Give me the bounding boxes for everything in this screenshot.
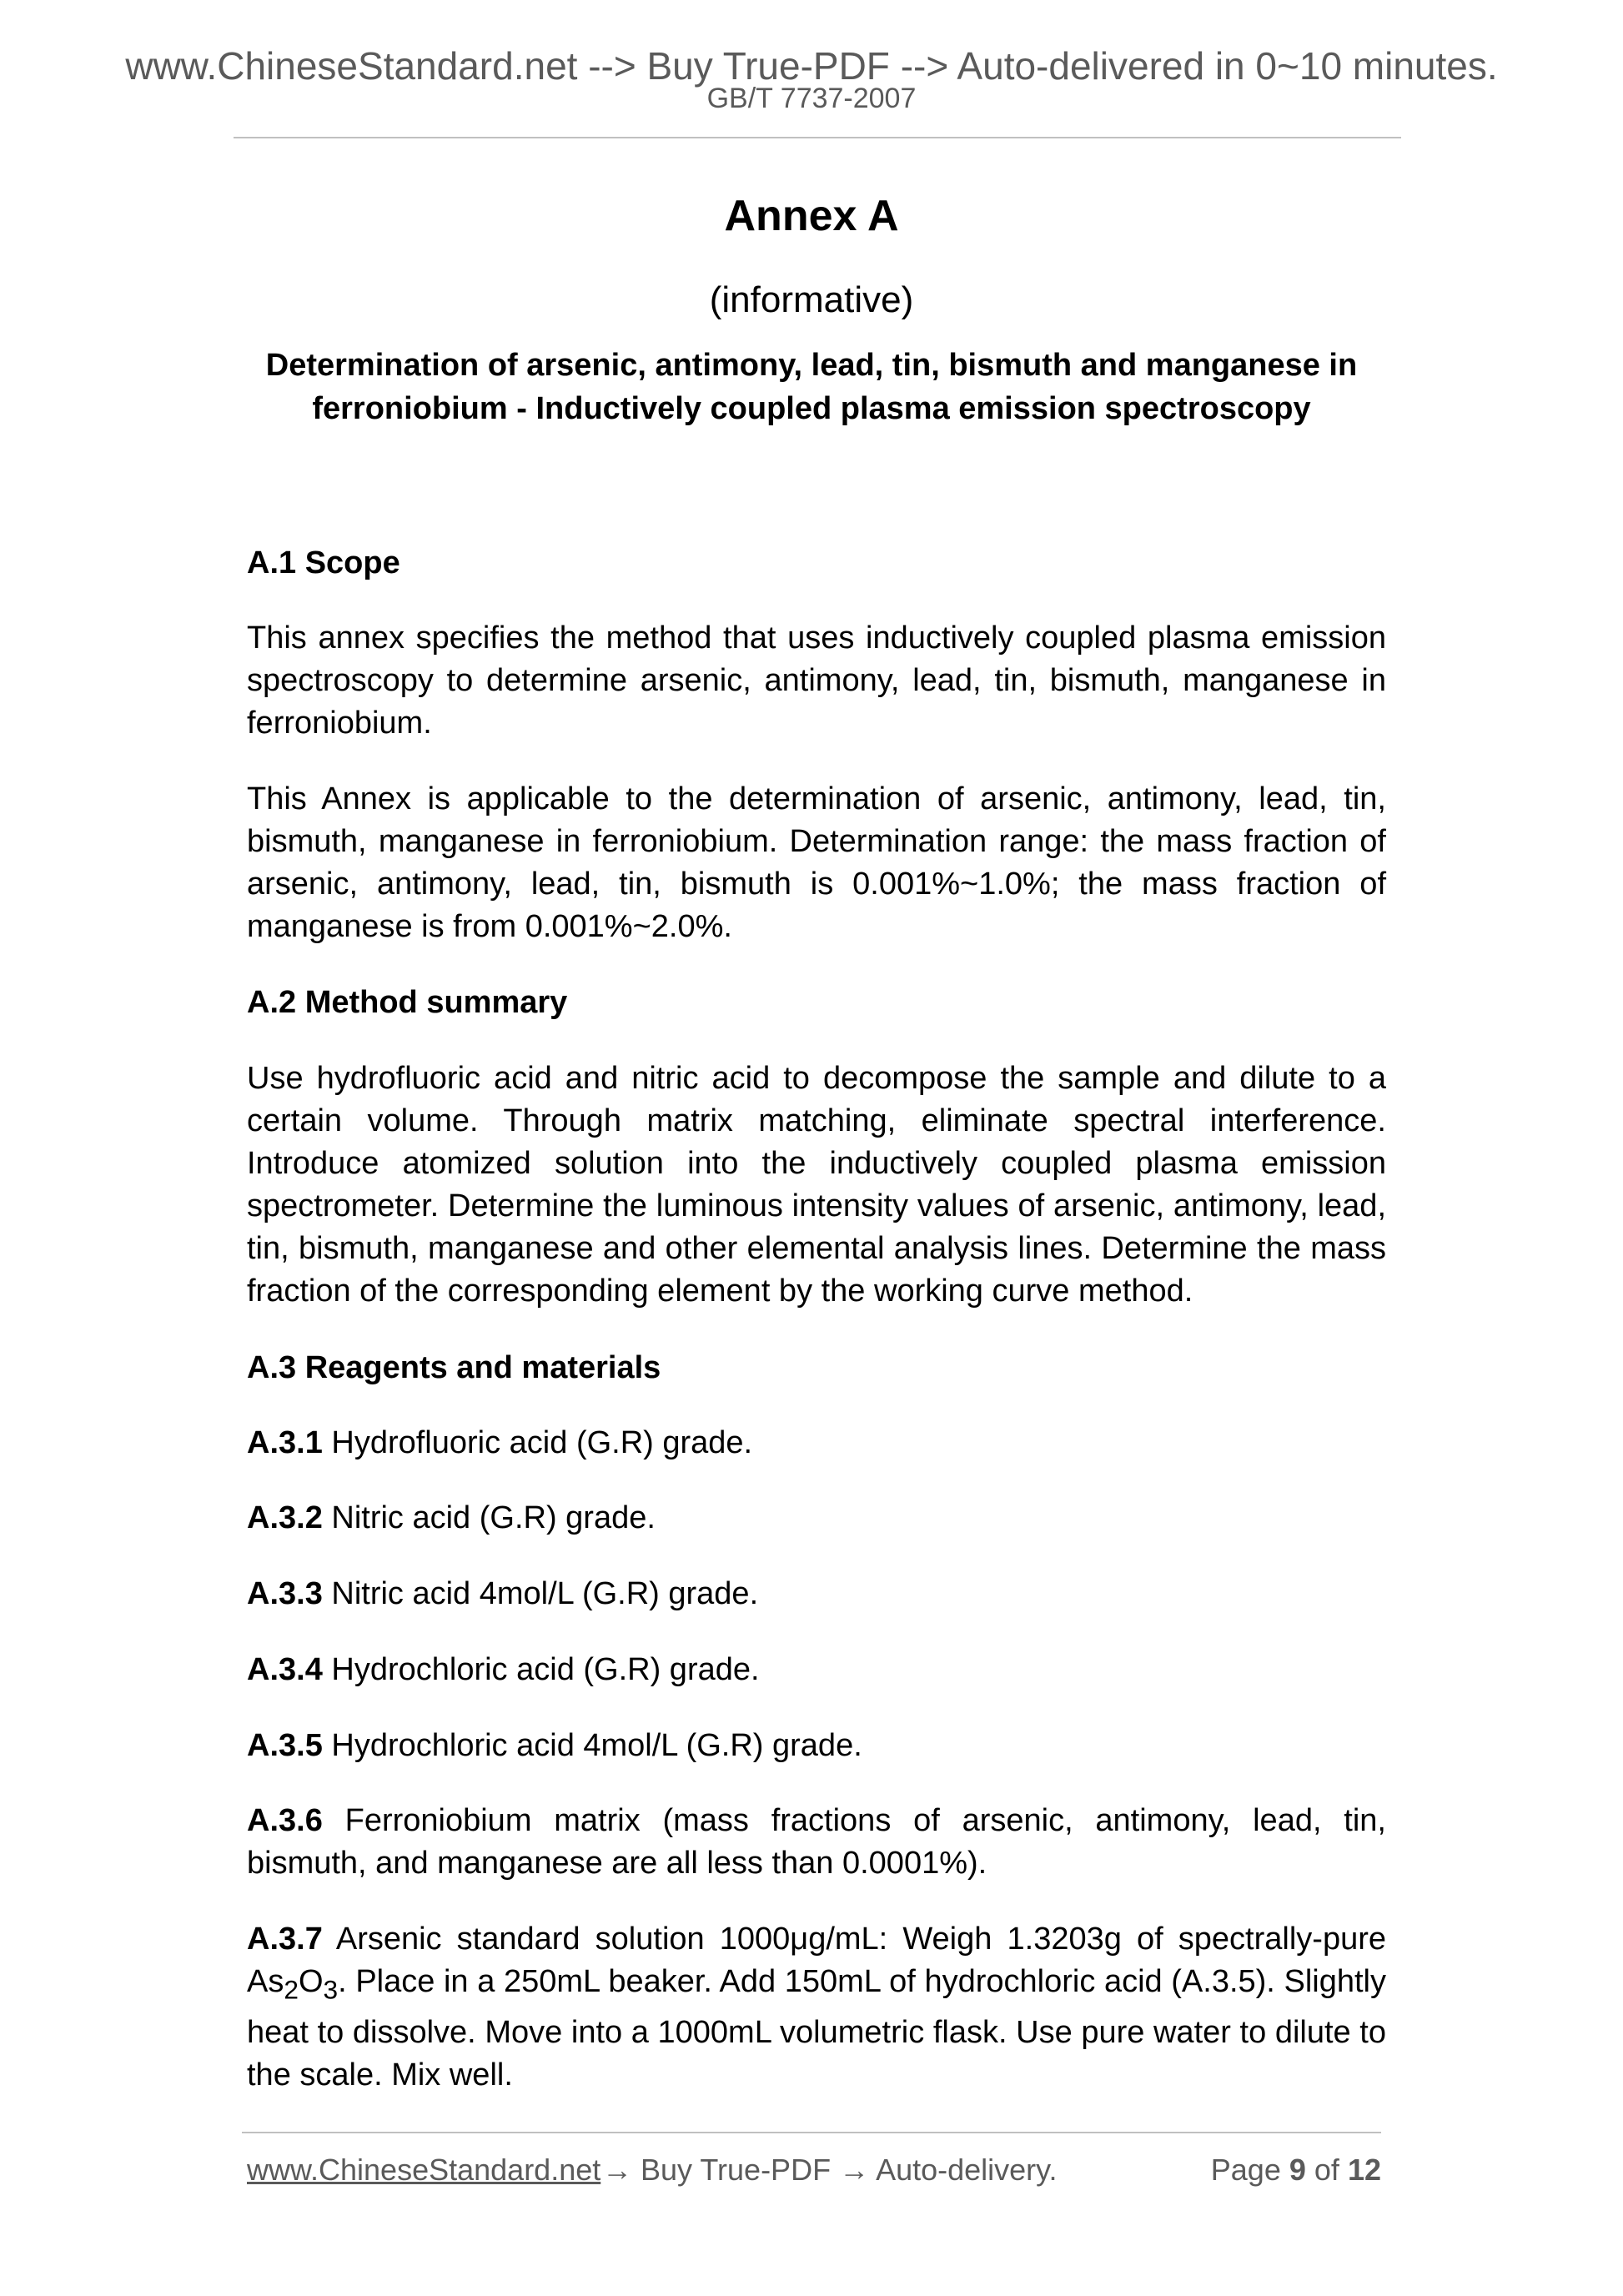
reagent-item	[247, 1422, 1386, 1465]
scope-paragraph-1: This annex specifies the method that uses inductively coupled plasma emission spectroscopy to determine arsenic, antimony, lead, tin, bismuth, manganese in ferroniobium.	[247, 620, 1386, 741]
annex-type: (informative)	[709, 279, 914, 320]
footer-buy-text: → Buy True-PDF → Auto-delivery.	[602, 2153, 1058, 2187]
reagent-item	[247, 1800, 1386, 1885]
site-banner: www.ChineseStandard.net --> Buy True-PDF --> Auto-delivered in 0~10 minutes.	[125, 44, 1498, 88]
item-text: Hydrochloric acid 4mol/L (G.R) grade.	[322, 1728, 862, 1763]
page-indicator	[1211, 2149, 1381, 2191]
reagent-item	[247, 1573, 1386, 1615]
of-label: of	[1314, 2153, 1339, 2187]
item-text: Nitric acid 4mol/L (G.R) grade.	[322, 1576, 759, 1611]
item-text: Hydrofluoric acid (G.R) grade.	[322, 1425, 753, 1460]
reagent-item	[247, 1649, 1386, 1691]
subscript: 2	[284, 1974, 299, 2005]
document-code: GB/T 7737-2007	[706, 83, 917, 114]
item-text: O	[298, 1964, 324, 1999]
page-label: Page	[1210, 2153, 1281, 2187]
annex-subtitle: Determination of arsenic, antimony, lead, tin, bismuth and manganese in ferroniobium - Inductively coupled plasma emission spectroscopy	[265, 348, 1358, 426]
footer-divider	[242, 2132, 1381, 2133]
annex-title: Annex A	[724, 192, 899, 240]
method-summary-paragraph: Use hydrofluoric acid and nitric acid to decompose the sample and dilute to a certain volume. Through matrix matching, eliminate spectral interference. Introduce atomized solution into the inductively coupled plasma emission spectrometer. Determine the luminous intensity values of arsenic, antimony, lead, tin, bismuth, manganese and other elemental analysis lines. Determine the mass fraction of the corresponding element by the working curve method.	[247, 1061, 1386, 1309]
item-text: Hydrochloric acid (G.R) grade.	[322, 1652, 760, 1687]
page-number: 9	[1289, 2153, 1306, 2187]
item-number: A.3.2	[247, 1500, 323, 1535]
item-number: A.3.7	[247, 1922, 323, 1957]
reagent-item	[247, 1725, 1386, 1767]
item-text: Nitric acid (G.R) grade.	[322, 1500, 656, 1535]
item-number: A.3.4	[247, 1652, 323, 1687]
item-text: . Place in a 250mL beaker. Add 150mL of hydrochloric acid (A.3.5). Slightly heat to dissolve. Move into a 1000mL volumetric flask. Use pure water to dilute to the scale. Mix well.	[247, 1964, 1386, 2093]
item-text: Ferroniobium matrix (mass fractions of arsenic, antimony, lead, tin, bismuth, and manganese are all less than 0.0001%).	[247, 1803, 1386, 1881]
page-total: 12	[1347, 2153, 1381, 2187]
item-text: Arsenic standard solution 1000μg/mL: Weigh 1.3203g of spectrally-pure As	[247, 1922, 1386, 1999]
item-number: A.3.3	[247, 1576, 323, 1611]
footer-site-link[interactable]: www.ChineseStandard.net	[247, 2153, 601, 2187]
section-heading-reagents: A.3 Reagents and materials	[247, 1350, 661, 1385]
section-heading-scope: A.1 Scope	[247, 545, 400, 580]
page-footer	[247, 2149, 1381, 2191]
item-number: A.3.1	[247, 1425, 323, 1460]
subscript: 3	[323, 1974, 339, 2005]
item-number: A.3.5	[247, 1728, 323, 1763]
reagent-item	[247, 1497, 1386, 1540]
item-number: A.3.6	[247, 1803, 323, 1838]
header-divider	[234, 137, 1401, 138]
scope-paragraph-2: This Annex is applicable to the determination of arsenic, antimony, lead, tin, bismuth, manganese in ferroniobium. Determination range: the mass fraction of arsenic, antimony, lead, tin, bismuth is 0.001%~1.0%; the mass fraction of manganese is from 0.001%~2.0%.	[247, 781, 1386, 944]
section-heading-method-summary: A.2 Method summary	[247, 985, 568, 1020]
reagent-item-arsenic-standard	[247, 1918, 1386, 2097]
